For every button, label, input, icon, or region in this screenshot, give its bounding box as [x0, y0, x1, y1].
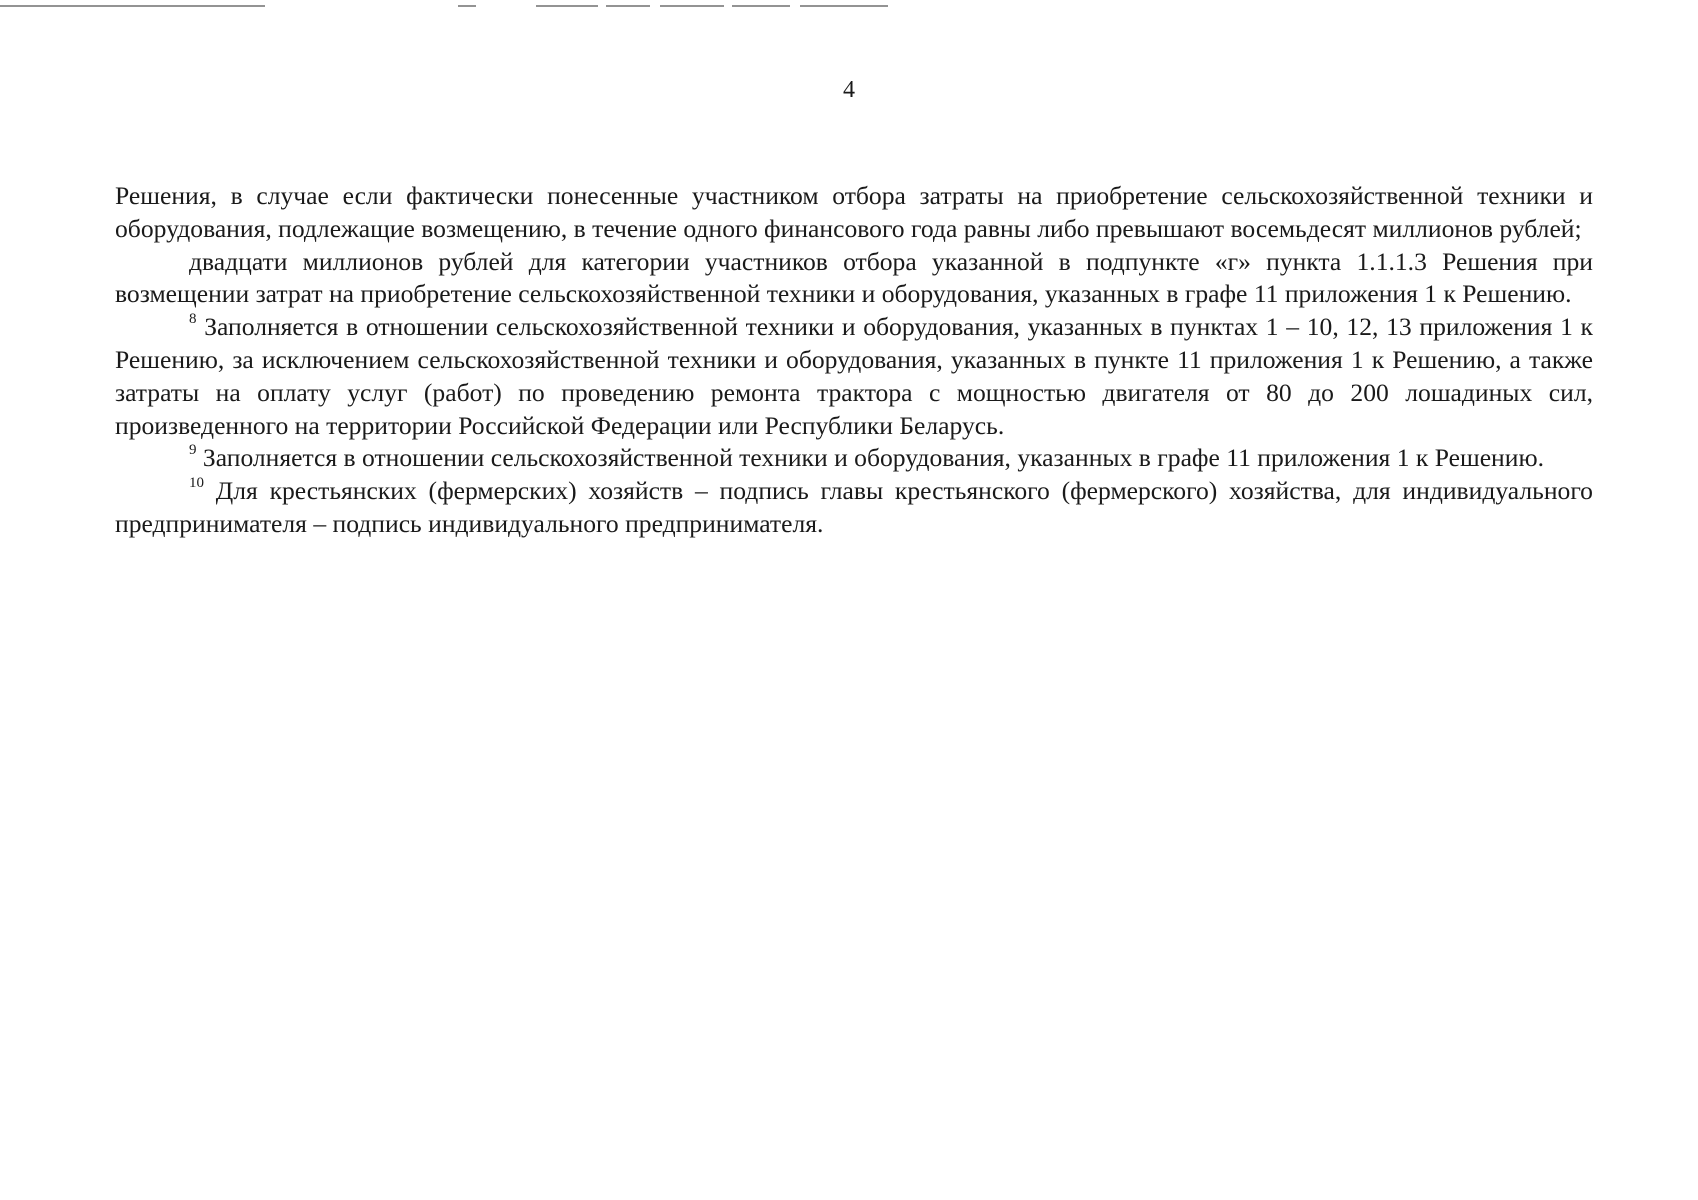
- footnote-8: [115, 311, 1593, 442]
- footnote-text-8: Заполняется в отношении сельскохозяйственной техники и оборудования, указанных в пунктах 1 – 10, 12, 13 приложения 1 к Решению, за исключением сельскохозяйственной техники и оборудования, указанных в пункте 11 приложения 1 к Решению, а также затраты на оплату услуг (работ) по проведению ремонта трактора с мощностью двигателя от 80 до 200 лошадиных сил, произведенного на территории Российской Федерации или Республики Беларусь.: [115, 312, 1593, 440]
- page-number: 4: [843, 77, 855, 103]
- paragraph-continuation: Решения, в случае если фактически понесенные участником отбора затраты на приобретение сельскохозяйственной техники и оборудования, подлежащие возмещению, в течение одного финансового года равны либо превышают восемьдесят миллионов рублей;: [115, 181, 1593, 243]
- footnote-10: [115, 475, 1593, 541]
- paragraph-amount: двадцати миллионов рублей для категории участников отбора указанной в подпункте «г» пункта 1.1.1.3 Решения при возмещении затрат на приобретение сельскохозяйственной техники и оборудования, указанных в графе 11 приложения 1 к Решению.: [115, 246, 1593, 309]
- footnote-text-9: Заполняется в отношении сельскохозяйственной техники и оборудования, указанных в графе 11 приложения 1 к Решению.: [202, 443, 1544, 473]
- footnote-9: [115, 442, 1593, 475]
- footnote-marker-9: 9: [189, 441, 197, 458]
- footnote-marker-10: 10: [189, 474, 204, 491]
- scan-edge-marks: [0, 0, 1698, 12]
- footnote-marker-8: 8: [189, 310, 197, 327]
- document-body: [115, 180, 1593, 541]
- footnote-text-10: Для крестьянских (фермерских) хозяйств – подпись главы крестьянского (фермерского) хозяйства, для индивидуального предпринимателя – подпись индивидуального предпринимателя.: [115, 476, 1593, 538]
